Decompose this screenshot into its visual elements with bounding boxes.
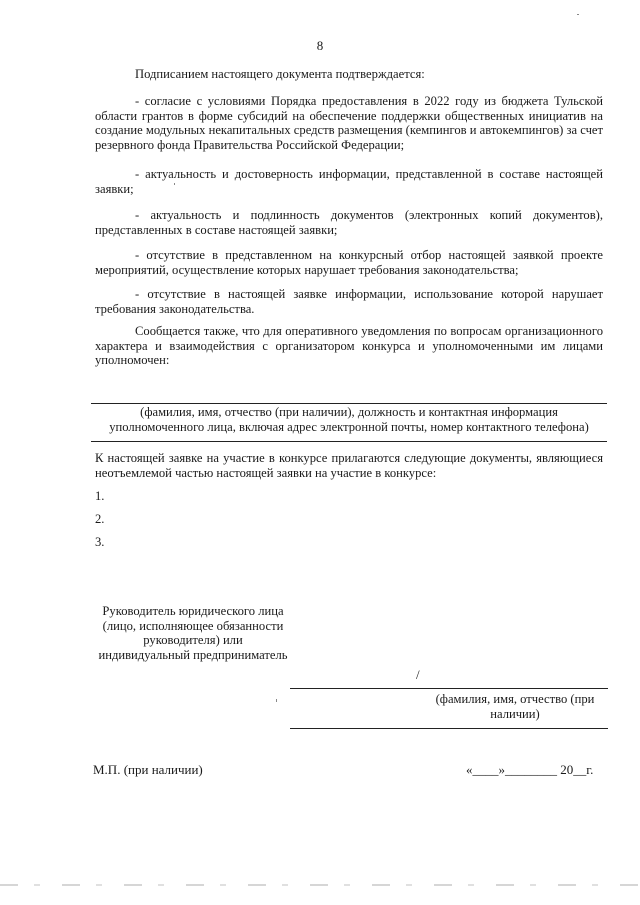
- clause-document-authenticity: - актуальность и подлинность документов (электронных копий документов), представленных в составе настоящей заявки;: [95, 208, 603, 237]
- attachment-item: 3.: [95, 535, 105, 549]
- attachments-intro: К настоящей заявке на участие в конкурсе прилагаются следующие документы, являющиеся неотъемлемой частью настоящей заявки на участие в конкурсе:: [95, 451, 603, 480]
- attachment-item: 1.: [95, 489, 105, 503]
- scan-noise-strip: [0, 884, 640, 886]
- clause-no-violating-activities: - отсутствие в представленном на конкурсный отбор настоящей заявкой проекте мероприятий, осуществление которых нарушает требования законодательства;: [95, 248, 603, 277]
- scan-speck: [174, 183, 175, 185]
- clause-info-accuracy: - актуальность и достоверность информации, представленной в составе настоящей заявки;: [95, 167, 603, 196]
- scan-speck: [577, 14, 579, 15]
- scan-speck: [276, 699, 277, 702]
- contact-caption-line-2: уполномоченного лица, включая адрес электронной почты, номер контактного телефона): [109, 420, 589, 434]
- contact-caption-line-1: (фамилия, имя, отчество (при наличии), должность и контактная информация: [140, 405, 558, 419]
- signature-line[interactable]: [290, 688, 608, 689]
- name-caption: (фамилия, имя, отчество (при наличии): [435, 692, 595, 721]
- date-field[interactable]: «____»________ 20__г.: [466, 762, 594, 777]
- stamp-label: М.П. (при наличии): [93, 762, 203, 777]
- notice-text: Сообщается также, что для оперативного уведомления по вопросам организационного характера и взаимодействия с организатором конкурса и уполномоченными им лицами уполномочен:: [95, 324, 603, 367]
- clause-terms-consent: - согласие с условиями Порядка предоставления в 2022 году из бюджета Тульской области грантов в форме субсидий на обеспечение поддержки общественных инициатив на создание модульных некапитальных средств размещения (кемпингов и автокемпингов) за счет резервного фонда Правительства Российской Федерации;: [95, 94, 603, 152]
- page-number: 8: [316, 38, 324, 53]
- clause-no-violating-information: - отсутствие в настоящей заявке информации, использование которой нарушает требования законодательства.: [95, 287, 603, 316]
- name-line[interactable]: [290, 728, 608, 729]
- signature-separator: /: [416, 667, 420, 682]
- attachment-item: 2.: [95, 512, 105, 526]
- contact-divider: [91, 441, 607, 442]
- signatory-label: Руководитель юридического лица (лицо, исполняющее обязанности руководителя) или индивидуальный предприниматель: [98, 604, 288, 662]
- contact-fill-line[interactable]: [91, 403, 607, 404]
- intro-text: Подписанием настоящего документа подтверждается:: [135, 67, 425, 81]
